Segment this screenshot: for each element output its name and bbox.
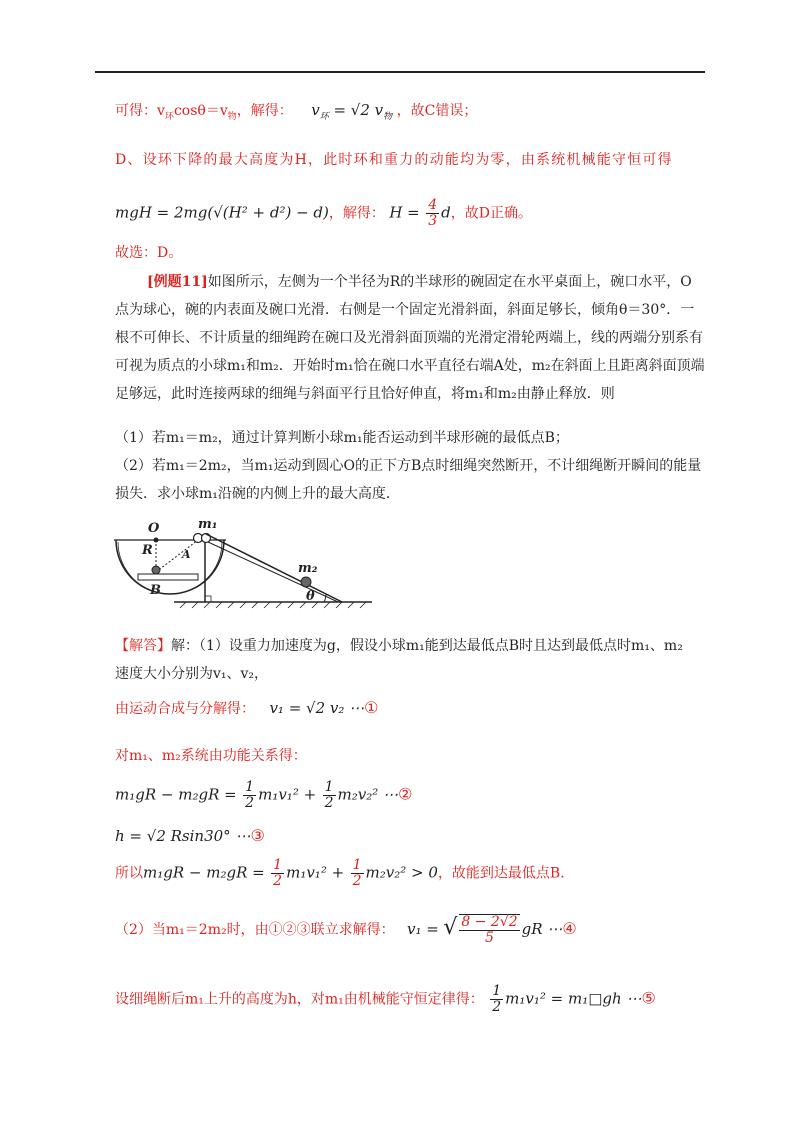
line-c-conclusion: 可得：$v_环\cos\theta=v_物$，解得： $v_环 = √2$ $v_物$ ，故C错误； <box>115 101 478 122</box>
incline-edge <box>208 542 338 602</box>
bowl-incline-figure <box>110 518 380 610</box>
ball-at-b <box>152 566 160 574</box>
label-m1: m₁ <box>198 518 218 532</box>
fraction-4-3: $\frac{4}{3}$ <box>428 197 438 229</box>
question-2: （2）若m₁＝2m₂，当m₁运动到圆心O的正下方B点时细绳突然断开，不计细绳断开瞬间的能量损失．求小球m₁沿碗的内侧上升的最大高度． <box>115 458 702 502</box>
label-b: B <box>150 583 161 598</box>
ball-m2 <box>301 577 311 587</box>
answer-line-3: 由运动合成与分解得： v₁ = √2 v₂ ⋯① <box>115 698 379 717</box>
eq-height: h = √2 Rsin30° ⋯③ <box>115 826 265 845</box>
line-d-statement: D、设环下降的最大高度为H，此时环和重力的动能均为零，由系统机械能守恒可得 <box>115 152 673 168</box>
label-o: O <box>148 521 160 536</box>
header-rule <box>95 71 705 73</box>
question-1: （1）若m₁＝m₂，通过计算判断小球m₁能否运动到半球形碗的最低点B； <box>115 430 569 446</box>
incline-top <box>206 534 342 602</box>
label-theta: θ <box>306 589 315 604</box>
chord-line <box>156 540 198 572</box>
bowl-outline <box>116 540 224 594</box>
label-m2: m₂ <box>298 561 318 576</box>
bowl-base <box>138 574 198 580</box>
bowl-inner <box>118 542 222 594</box>
answer-line-8: （2）当m₁＝2m₂时，由①②③联立求解得： v₁ = √ $\frac{8 - 2√2}{5}$ gR ⋯④ <box>115 914 577 946</box>
eq-energy: mgH = 2mg(√(H² + d²) − d) <box>115 203 329 222</box>
answer-line-7: 所以m₁gR − m₂gR = $\frac{1}{2}$ m₁v₁² + $\frac{1}{2}$ m₂v₂² > 0，故能到达最低点B. <box>115 857 565 889</box>
point-o <box>154 538 159 543</box>
example-tag: [例题11] <box>147 274 208 290</box>
eq-energy-conservation: m₁gR − m₂gR = $\frac{1}{2}$ m₁v₁² + $\frac{1}{2}$ m₂v₂² ⋯② <box>115 779 413 811</box>
answer-line-1: 【解答】解：（1）设重力加速度为g，假设小球m₁能到达最低点B时且达到最低点时m₁、m₂ <box>115 638 683 654</box>
label-a: A <box>182 548 191 561</box>
label-r: R <box>142 543 153 558</box>
eq-velocity: v₁ = √2 v₂ ⋯ <box>269 699 365 717</box>
right-angle <box>205 596 211 602</box>
eq-v-ring: $v_环 = √2$ $v_物$ <box>311 101 393 122</box>
ground-hatch <box>180 602 366 608</box>
answer-line-4: 对m₁、m₂系统由功能关系得： <box>115 748 307 764</box>
example-problem: [例题11]如图所示，左侧为一个半径为R的半球形的碗固定在水平桌面上，碗口水平，O点为球心，碗的内表面及碗口光滑．右侧是一个固定光滑斜面，斜面足够长，倾角θ＝30°．一根不可伸长、不计质量的细绳跨在碗口及光滑斜面顶端的光滑定滑轮两端上，线的两端分别系有可视为质点的小球m₁和m₂．开始时m₁恰在碗口水平直径右端A处，m₂在斜面上且距离斜面顶端足够远，此时连接两球的细绳与斜面平行且恰好伸直，将m₁和m₂由静止释放．则 <box>115 274 705 402</box>
answer-line-9: 设细绳断后m₁上升的高度为h，对m₁由机械能守恒定律得： $\frac{1}{2}$ m₁v₁² = m₁□gh ⋯⑤ <box>115 983 656 1015</box>
answer-line-2: 速度大小分别为v₁、v₂， <box>115 666 269 682</box>
answer-choice: 故选：D。 <box>115 245 183 261</box>
line-d-conclusion: mgH = 2mg(√(H² + d²) − d)，解得： H = $\frac{4}{3}$ d，故D正确。 <box>115 197 532 229</box>
answer-tag: 【解答】 <box>115 638 171 654</box>
